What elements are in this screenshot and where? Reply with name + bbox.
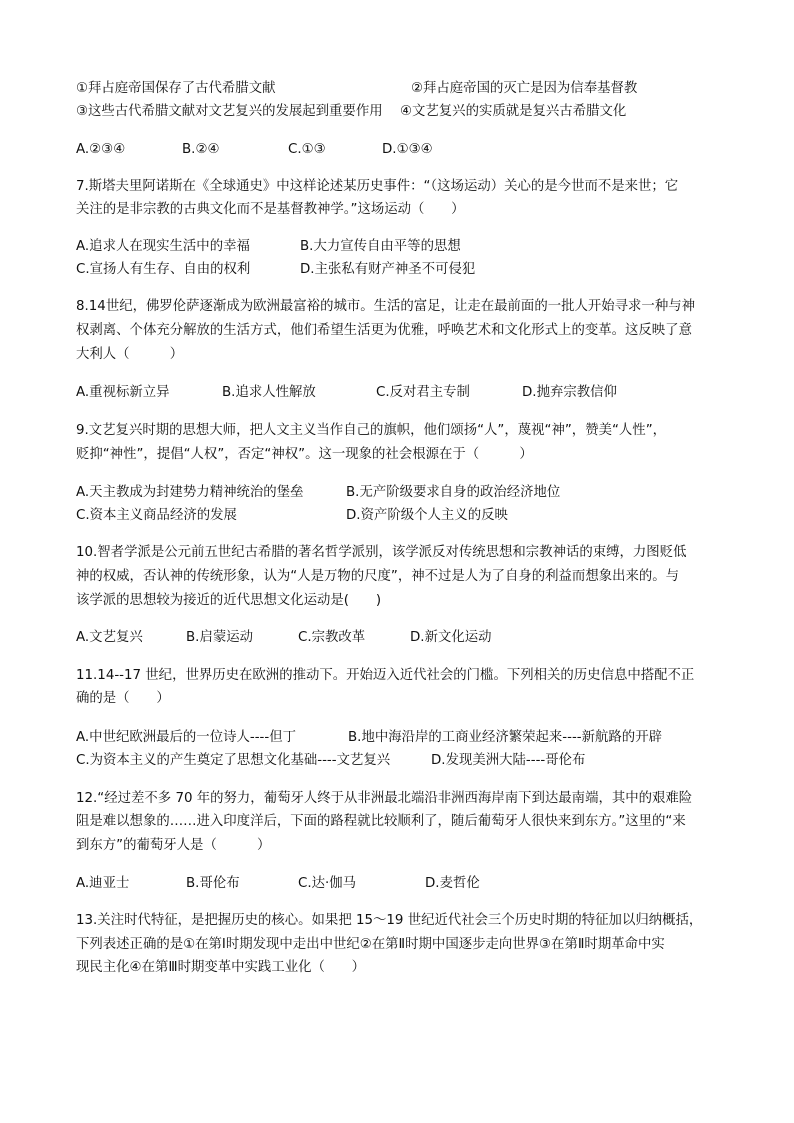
q7-stem-line-2: 关注的是非宗教的古典文化而不是基督教神学。”这场运动（ ） bbox=[76, 202, 465, 217]
q10-option-b[interactable]: B.启蒙运动 bbox=[186, 630, 254, 645]
statement-1: ①拜占庭帝国保存了古代希腊文献 bbox=[76, 81, 276, 96]
q12-stem-line-2: 阻是难以想象的……进入印度洋后，下面的路程就比较顺利了，随后葡萄牙人很快来到东方。”这里的“来 bbox=[76, 814, 686, 829]
q7-option-c[interactable]: C.宣扬人有生存、自由的权利 bbox=[76, 262, 251, 277]
q7-option-a[interactable]: A.追求人在现实生活中的幸福 bbox=[76, 239, 250, 254]
q10-stem-line-2: 神的权威，否认神的传统形象，认为“人是万物的尺度”，神不过是人为了自身的利益而想象出来的。与 bbox=[76, 569, 680, 584]
q10-stem-line-3: 该学派的思想较为接近的近代思想文化运动是( ) bbox=[76, 593, 382, 608]
q10-stem-line-1: 10.智者学派是公元前五世纪古希腊的著名哲学派别，该学派反对传统思想和宗教神话的束缚，力图贬低 bbox=[76, 545, 687, 560]
statement-3: ③这些古代希腊文献对文艺复兴的发展起到重要作用 bbox=[76, 104, 383, 119]
q7-option-b[interactable]: B.大力宣传自由平等的思想 bbox=[300, 239, 461, 254]
q13-stem-line-1: 13.关注时代特征，是把握历史的核心。如果把 15～19 世纪近代社会三个历史时期的特征加以归纳概括， bbox=[76, 913, 703, 928]
q9-stem-line-1: 9.文艺复兴时期的思想大师，把人文主义当作自己的旗帜，他们颂扬“人”，蔑视“神”，赞美“人性”， bbox=[76, 423, 667, 438]
q12-option-c[interactable]: C.达·伽马 bbox=[298, 876, 357, 891]
q7-option-d[interactable]: D.主张私有财产神圣不可侵犯 bbox=[300, 262, 476, 277]
q9-option-b[interactable]: B.无产阶级要求自身的政治经济地位 bbox=[346, 485, 561, 500]
q8-stem-line-3: 大利人（ ） bbox=[76, 347, 184, 362]
q11-option-b[interactable]: B.地中海沿岸的工商业经济繁荣起来----新航路的开辟 bbox=[348, 730, 662, 745]
q11-stem-line-2: 确的是（ ） bbox=[76, 691, 170, 706]
q8-option-b[interactable]: B.追求人性解放 bbox=[222, 385, 316, 400]
q9-option-d[interactable]: D.资产阶级个人主义的反映 bbox=[346, 508, 508, 523]
q11-option-d[interactable]: D.发现美洲大陆----哥伦布 bbox=[431, 753, 586, 768]
q12-stem-line-3: 到东方”的葡萄牙人是（ ） bbox=[76, 838, 271, 853]
q8-option-c[interactable]: C.反对君主专制 bbox=[376, 385, 470, 400]
q13-stem-line-2: 下列表述正确的是①在第Ⅰ时期发现中走出中世纪②在第Ⅱ时期中国逐步走向世界③在第Ⅱ时期革命中实 bbox=[76, 937, 665, 952]
q9-option-a[interactable]: A.天主教成为封建势力精神统治的堡垒 bbox=[76, 485, 304, 500]
q10-option-c[interactable]: C.宗教改革 bbox=[298, 630, 366, 645]
q6-option-d[interactable]: D.①③④ bbox=[382, 142, 433, 157]
q9-option-c[interactable]: C.资本主义商品经济的发展 bbox=[76, 508, 237, 523]
q8-stem-line-1: 8.14世纪，佛罗伦萨逐渐成为欧洲最富裕的城市。生活的富足，让走在最前面的一批人开始寻求一种与神 bbox=[76, 299, 695, 314]
q11-stem-line-1: 11.14--17 世纪，世界历史在欧洲的推动下。开始迈入近代社会的门槛。下列相关的历史信息中搭配不正 bbox=[76, 668, 695, 683]
q11-option-c[interactable]: C.为资本主义的产生奠定了思想文化基础----文艺复兴 bbox=[76, 753, 391, 768]
statement-4: ④文艺复兴的实质就是复兴古希腊文化 bbox=[400, 104, 627, 119]
q8-option-a[interactable]: A.重视标新立异 bbox=[76, 385, 170, 400]
q9-stem-line-2: 贬抑“神性”，提倡“人权”，否定“神权”。这一现象的社会根源在于（ ） bbox=[76, 447, 533, 462]
q6-option-a[interactable]: A.②③④ bbox=[76, 142, 126, 157]
q10-option-a[interactable]: A.文艺复兴 bbox=[76, 630, 143, 645]
q6-option-b[interactable]: B.②④ bbox=[182, 142, 220, 157]
q10-option-d[interactable]: D.新文化运动 bbox=[410, 630, 492, 645]
q13-stem-line-3: 现民主化④在第Ⅲ时期变革中实践工业化（ ） bbox=[76, 960, 366, 975]
q12-option-a[interactable]: A.迪亚士 bbox=[76, 876, 130, 891]
statement-2: ②拜占庭帝国的灭亡是因为信奉基督教 bbox=[411, 81, 638, 96]
q11-option-a[interactable]: A.中世纪欧洲最后的一位诗人----但丁 bbox=[76, 730, 296, 745]
q12-stem-line-1: 12.“经过差不多 70 年的努力，葡萄牙人终于从非洲最北端沿非洲西海岸南下到达最南端，其中的艰难险 bbox=[76, 791, 693, 806]
q8-stem-line-2: 权剥离、个体充分解放的生活方式，他们希望生活更为优雅，呼唤艺术和文化形式上的变革。这反映了意 bbox=[76, 323, 692, 338]
q12-option-d[interactable]: D.麦哲伦 bbox=[425, 876, 480, 891]
q6-option-c[interactable]: C.①③ bbox=[288, 142, 326, 157]
q12-option-b[interactable]: B.哥伦布 bbox=[186, 876, 240, 891]
q7-stem-line-1: 7.斯塔夫里阿诺斯在《全球通史》中这样论述某历史事件：“（这场运动）关心的是今世而不是来世；它 bbox=[76, 179, 679, 194]
q8-option-d[interactable]: D.抛弃宗教信仰 bbox=[522, 385, 617, 400]
